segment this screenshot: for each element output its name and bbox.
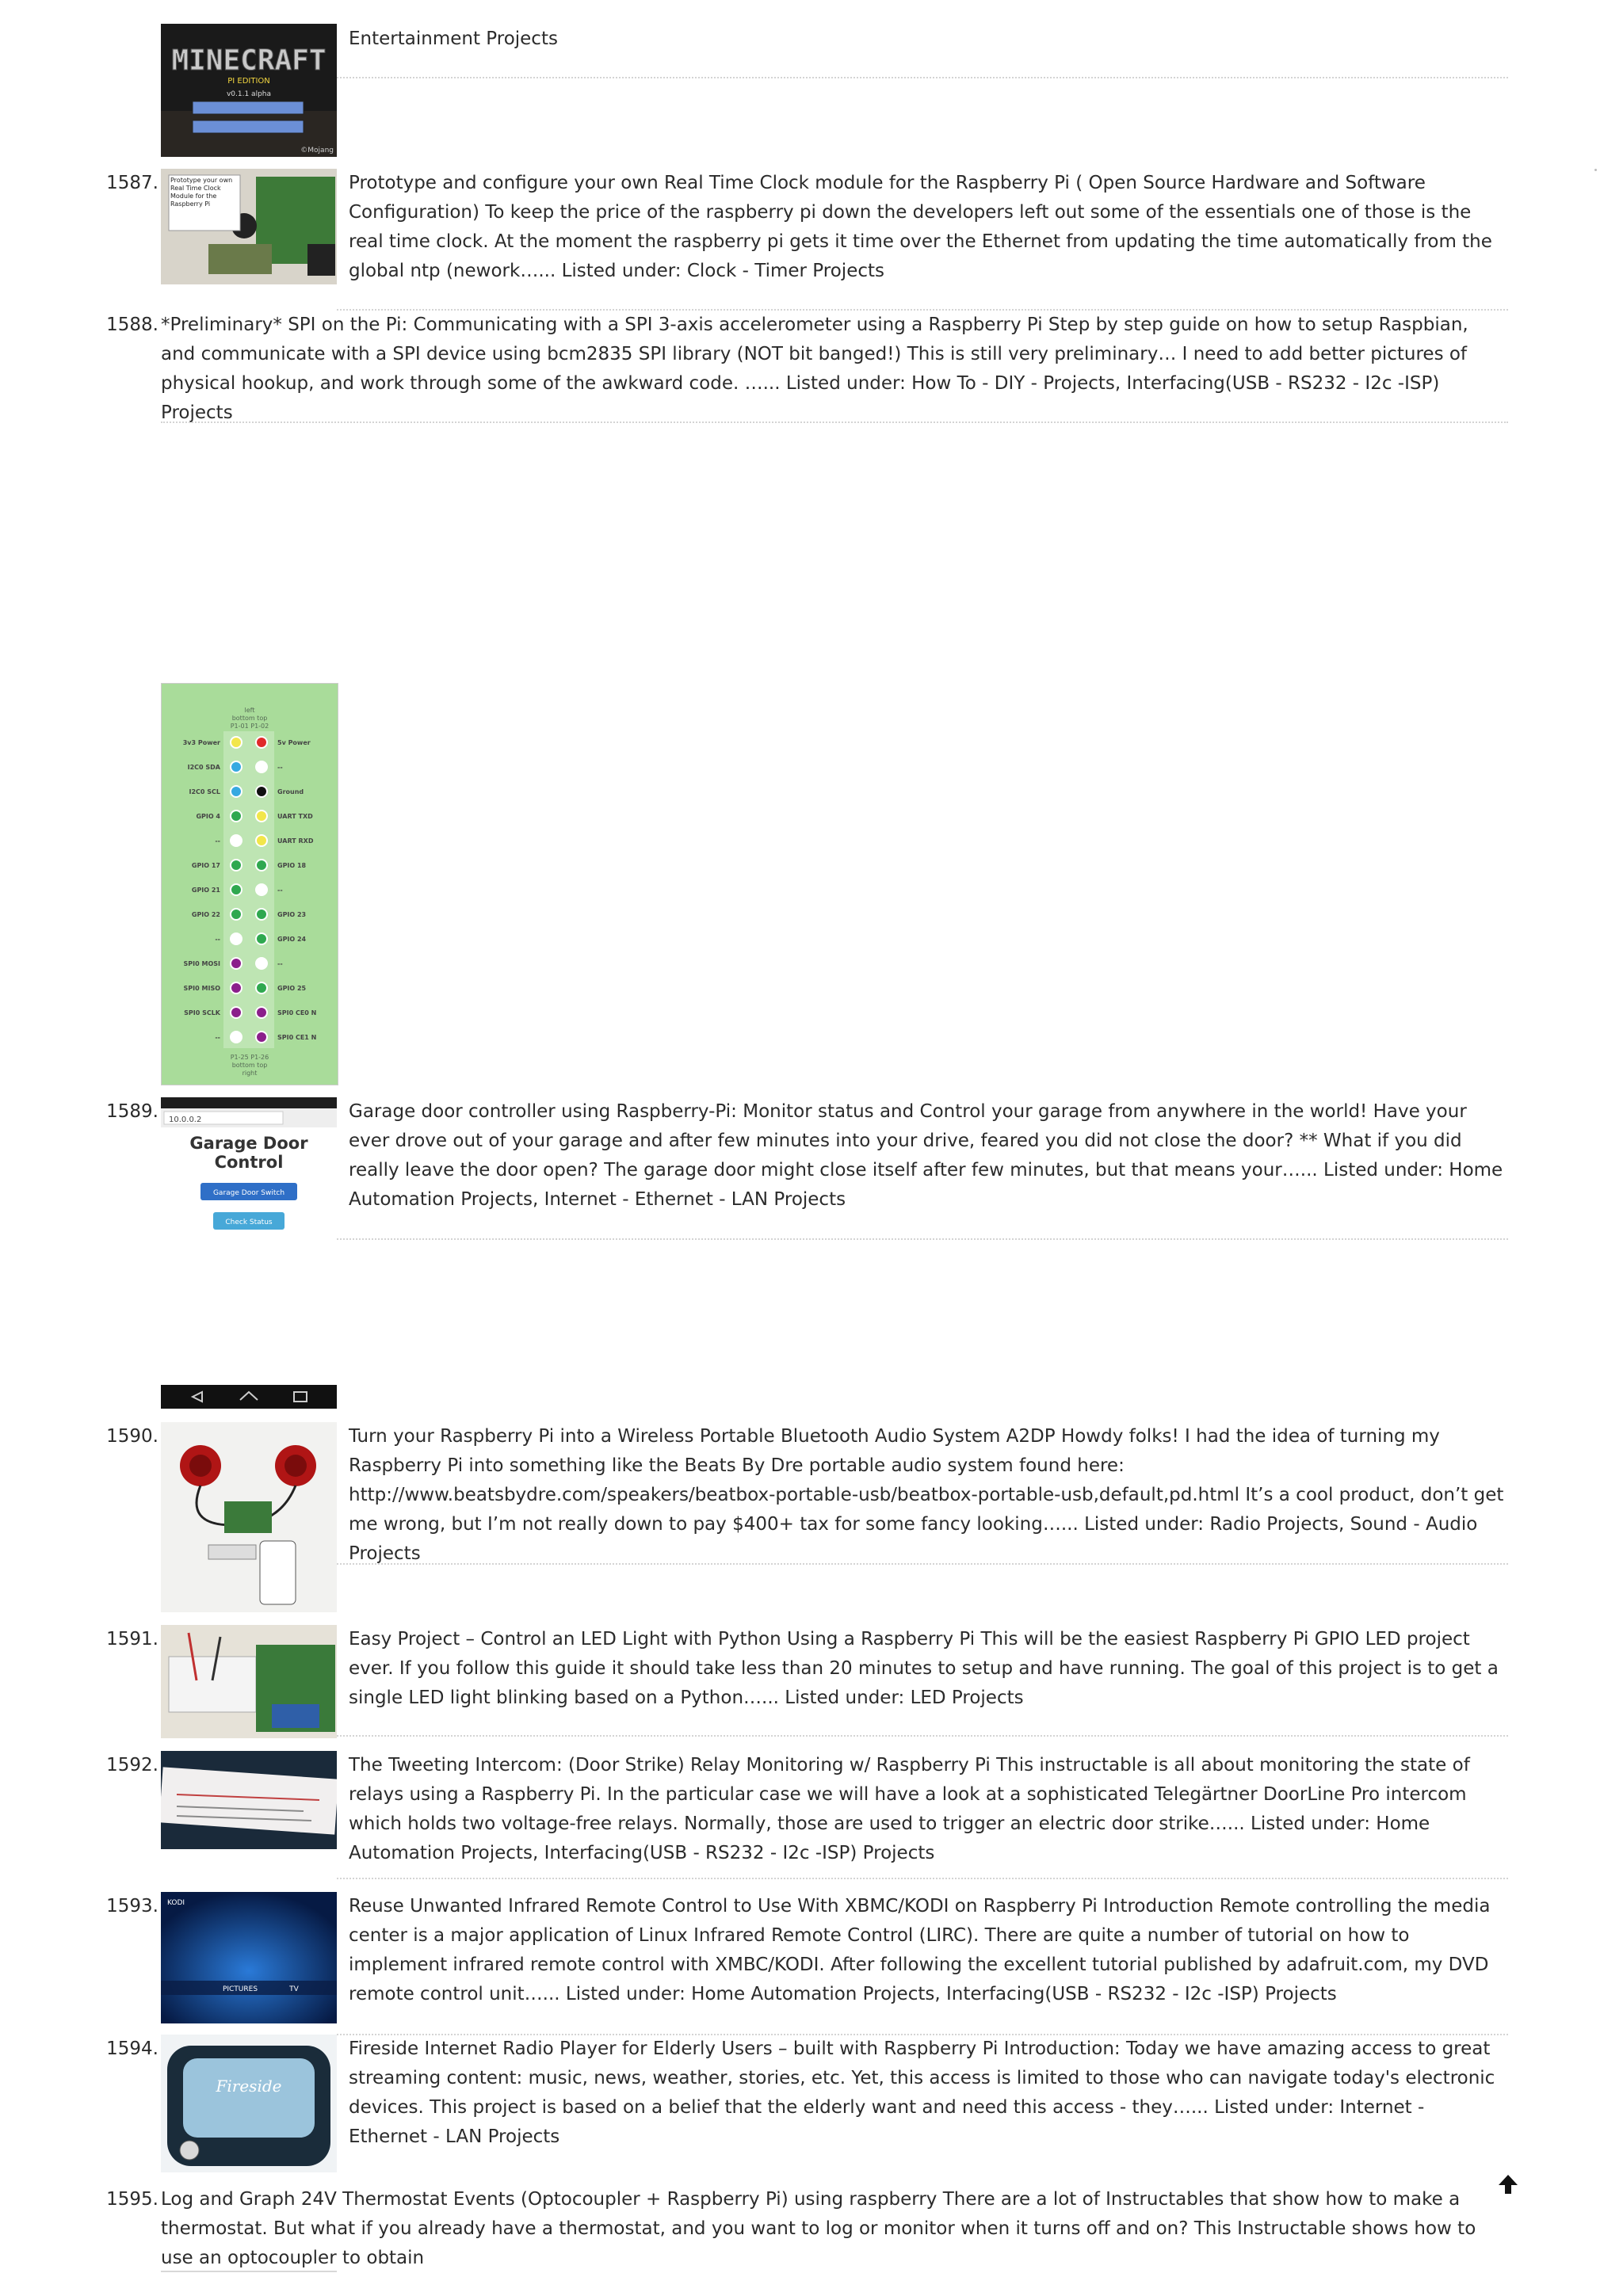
pin-right <box>256 1007 267 1018</box>
kodi-brand-text: KODI <box>167 1899 185 1907</box>
garage-status-label: Check Status <box>225 1219 273 1226</box>
pin-right <box>256 958 267 969</box>
pin-label-right: SPI0 CE1 N <box>277 1034 317 1041</box>
pin-label-left: I2C0 SDA <box>187 764 220 771</box>
pin-left <box>231 810 242 822</box>
pin-left <box>231 737 242 748</box>
fireside-brand-text: Fireside <box>216 2077 282 2096</box>
pinout-top-caption: P1-01 P1-02 <box>230 723 269 730</box>
pin-right <box>256 835 267 846</box>
intercom-image <box>161 1751 337 1849</box>
entry-separator <box>337 1238 1508 1240</box>
pin-left <box>231 933 242 944</box>
entry-thumbnail[interactable] <box>161 1892 337 2023</box>
garage-nav-bar <box>161 1385 337 1409</box>
pin-left <box>231 909 242 920</box>
entry-description: Garage door controller using Raspberry-Pi: Monitor status and Control your garage from anywhere in the world! Have your ever drove out of your garage and after few minutes into your drive, feared you did not close the door? ** What if you did really leave the door open? The garage door might close itself after few minutes, but that means your…... Listed under: Home Automation Projects, Internet - Ethernet - LAN Projects <box>349 1101 1503 1210</box>
entry-description: Fireside Internet Radio Player for Elderly Users – built with Raspberry Pi Introduction: Today we have amazing access to great streaming content: music, news, weather, stories, etc. Yet, this access is limited to those who can navigate today's electronic devices. This project is based on a belief that the elderly want and need this access - they…... Listed under: Internet - Ethernet - LAN Projects <box>349 2039 1495 2147</box>
entry-description: Log and Graph 24V Thermostat Events (Optocoupler + Raspberry Pi) using raspberry There are a lot of Instructables that show how to make a thermostat. But what if you already have a thermostat, and you want to log or monitor when it turns off and on? This Instructable shows how to use an optocoupler to obtain <box>161 2189 1476 2268</box>
garage-title-text: Garage Door Control <box>189 1134 308 1172</box>
pin-right <box>256 737 267 748</box>
entry-description: Turn your Raspberry Pi into a Wireless Portable Bluetooth Audio System A2DP Howdy folks! I had the idea of turning my Raspberry Pi into something like the Beats By Dre portable audio system found here: http://www.beatsbydre.com/speakers/beatbox-portable-usb/beatbox-portable-usb,default,pd.html It’s a cool product, don’t get me wrong, but I’m not really down to pay $400+ tax for some fancy looking…... Listed under: Radio Projects, Sound - Audio Projects <box>349 1426 1504 1564</box>
pin-label-right: -- <box>277 960 283 967</box>
kodi-image <box>161 1892 337 2023</box>
pin-label-left: GPIO 22 <box>191 911 220 918</box>
minecraft-edition-label: PI EDITION <box>227 77 270 86</box>
pinout-bottom-caption: right <box>242 1070 258 1077</box>
scroll-to-top-button[interactable] <box>1496 2172 1520 2196</box>
entry-separator <box>337 77 1508 78</box>
minecraft-menu-button <box>193 101 304 114</box>
pin-left <box>231 835 242 846</box>
pin-label-right: -- <box>277 887 283 894</box>
entry-number: 1591. <box>106 1629 158 1650</box>
entry-description: Easy Project – Control an LED Light with Python Using a Raspberry Pi This will be the easiest Raspberry Pi GPIO LED project ever. If you follow this guide it should take less than 20 minutes to setup and have running. The goal of this project is to get a single LED light blinking based on a Python…... Listed under: LED Projects <box>349 1629 1499 1708</box>
entry-number: 1593. <box>106 1896 158 1917</box>
pin-left <box>231 761 242 772</box>
pin-right <box>256 761 267 772</box>
entry-separator <box>337 1735 1508 1737</box>
garage-url-text: 10.0.0.2 <box>169 1116 202 1124</box>
pin-right <box>256 933 267 944</box>
pin-left <box>231 786 242 797</box>
pin-right <box>256 982 267 994</box>
fireside-radio-image <box>161 2035 337 2172</box>
pin-label-right: GPIO 18 <box>277 862 307 869</box>
home-icon <box>240 1392 258 1400</box>
pin-label-right: GPIO 23 <box>277 911 307 918</box>
entry-separator <box>337 1878 1508 1879</box>
entry-number: 1587. <box>106 173 158 193</box>
recents-icon <box>294 1392 307 1402</box>
pinout-bottom-caption: bottom top <box>231 1062 268 1069</box>
pin-label-right: GPIO 25 <box>277 985 307 992</box>
pin-label-left: GPIO 21 <box>191 887 220 894</box>
kodi-menu-pictures: PICTURES <box>222 1985 258 1993</box>
kodi-menu-tv: TV <box>289 1985 299 1993</box>
entry-thumbnail[interactable] <box>161 169 337 284</box>
pin-label-right: Ground <box>277 788 304 795</box>
arrow-up-icon <box>1496 2172 1520 2196</box>
pin-label-right: UART RXD <box>277 837 314 845</box>
pin-label-right: SPI0 CE0 N <box>277 1009 317 1016</box>
rtc-note-text: Prototype your own Real Time Clock Module for the Raspberry Pi <box>170 177 233 208</box>
pinout-top-caption: left <box>244 707 255 714</box>
entry-separator <box>337 1563 1508 1565</box>
entry-thumbnail[interactable] <box>161 1751 337 1849</box>
pin-left <box>231 958 242 969</box>
pin-left <box>231 982 242 994</box>
pin-label-left: GPIO 4 <box>196 813 220 820</box>
pin-right <box>256 909 267 920</box>
garage-switch-label: Garage Door Switch <box>212 1189 285 1197</box>
entry-separator <box>161 421 1508 423</box>
pin-right <box>256 810 267 822</box>
entry-thumbnail[interactable] <box>161 1422 337 1612</box>
pin-label-left: SPI0 MISO <box>183 985 220 992</box>
entry-description: Reuse Unwanted Infrared Remote Control to Use With XBMC/KODI on Raspberry Pi Introduction Remote controlling the media center is a major application of Linux Infrared Remote Control (LIRC). There are quite a number of tutorial on how to implement infrared remote control with XMBC/KODI. After following the excellent tutorial published by adafruit.com, my DVD remote control unit…... Listed under: Home Automation Projects, Interfacing(USB - RS232 - I2c -ISP) Projects <box>349 1896 1491 2004</box>
entry-thumbnail[interactable] <box>161 1625 337 1738</box>
pin-label-right: -- <box>277 764 283 771</box>
pin-label-left: I2C0 SCL <box>189 788 220 795</box>
gpio-pinout-thumbnail[interactable] <box>161 683 338 1085</box>
minecraft-logo: MINECRAFT <box>171 44 327 77</box>
entry-number: 1589. <box>106 1101 158 1122</box>
entry-number: 1594. <box>106 2039 158 2059</box>
pin-label-right: 5v Power <box>277 739 311 746</box>
pin-label-left: SPI0 SCLK <box>184 1009 220 1016</box>
android-nav-icons <box>161 1385 337 1409</box>
entry-description: Entertainment Projects <box>349 29 558 49</box>
entry-number: 1592. <box>106 1755 158 1775</box>
pin-right <box>256 860 267 871</box>
pin-label-left: SPI0 MOSI <box>183 960 220 967</box>
minecraft-credit: ©Mojang <box>300 147 334 154</box>
led-breadboard-image <box>161 1625 337 1738</box>
garage-thumbnail-image <box>161 1097 337 1242</box>
pin-label-right: UART TXD <box>277 813 313 820</box>
pin-right <box>256 1032 267 1043</box>
pin-left <box>231 884 242 895</box>
entry-thumbnail[interactable] <box>161 24 337 157</box>
rtc-thumbnail-image <box>161 169 337 284</box>
entry-number: 1595. <box>106 2189 158 2210</box>
entry-thumbnail[interactable] <box>161 2035 337 2172</box>
pin-right <box>256 786 267 797</box>
entry-description: The Tweeting Intercom: (Door Strike) Relay Monitoring w/ Raspberry Pi This instructable is all about monitoring the state of relays using a Raspberry Pi. In the particular case we will have a look at a sophisticated Telegärtner DoorLine Pro intercom which holds two voltage-free relays. Normally, those are used to trigger an electric door strike…... Listed under: Home Automation Projects, Interfacing(USB - RS232 - I2c -ISP) Projects <box>349 1755 1470 1863</box>
pin-label-left: GPIO 17 <box>191 862 220 869</box>
pin-label-left: -- <box>215 1034 220 1041</box>
pin-left <box>231 860 242 871</box>
minecraft-thumbnail-image <box>161 24 337 157</box>
entry-number: 1590. <box>106 1426 158 1447</box>
entry-description: *Preliminary* SPI on the Pi: Communicating with a SPI 3-axis accelerometer using a Raspberry Pi Step by step guide on how to setup Raspbian, and communicate with a SPI device using bcm2835 SPI library (NOT bit banged!) This is still very preliminary… I need to add better pictures of physical hookup, and work through some of the awkward code. …... Listed under: How To - DIY - Projects, Interfacing(USB - RS232 - I2c -ISP) Projects <box>161 315 1468 423</box>
entry-number: 1588. <box>106 315 158 335</box>
back-icon <box>193 1392 202 1402</box>
entry-description: Prototype and configure your own Real Time Clock module for the Raspberry Pi ( Open Source Hardware and Software Configuration) To keep the price of the raspberry pi down the developers left out some of the essentials one of those is the real time clock. At the moment the raspberry pi gets it time over the Ethernet from updating the time automatically from the global ntp (nework…... Listed under: Clock - Timer Projects <box>349 173 1492 281</box>
pin-label-left: 3v3 Power <box>182 739 220 746</box>
minecraft-menu-button <box>193 120 304 133</box>
page-marker <box>1594 169 1597 171</box>
pin-label-right: GPIO 24 <box>277 936 307 943</box>
bluetooth-speakers-image <box>161 1422 337 1612</box>
pin-left <box>231 1007 242 1018</box>
pinout-bottom-caption: P1-25 P1-26 <box>230 1054 269 1061</box>
pinout-top-caption: bottom top <box>231 715 268 722</box>
next-thumbnail-edge <box>161 2271 337 2272</box>
pin-right <box>256 884 267 895</box>
pin-label-left: -- <box>215 837 220 845</box>
minecraft-version-label: v0.1.1 alpha <box>226 90 272 98</box>
pin-label-left: -- <box>215 936 220 943</box>
entry-thumbnail[interactable] <box>161 1097 337 1242</box>
pin-left <box>231 1032 242 1043</box>
gpio-pinout-diagram <box>162 684 336 1085</box>
